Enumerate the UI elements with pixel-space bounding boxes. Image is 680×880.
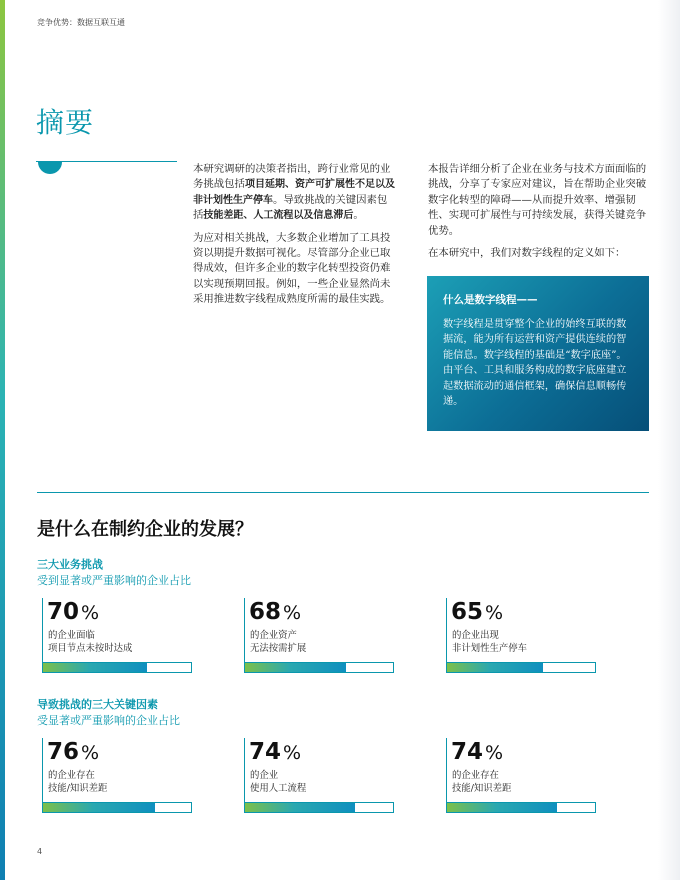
definition-title: 什么是数字线程—— xyxy=(443,294,538,306)
stat-number xyxy=(47,738,99,767)
stat-number xyxy=(47,598,99,627)
stat-number xyxy=(249,598,301,627)
stat-card xyxy=(442,738,596,816)
stat-value: 76 xyxy=(47,739,80,765)
stat-label-line-2: 使用人工流程 xyxy=(250,782,307,794)
stat-progress-bar xyxy=(446,802,596,813)
summary-column-middle xyxy=(193,162,396,315)
section-heading: 是什么在制约企业的发展？ xyxy=(37,519,253,540)
summary-paragraph-2: 为应对相关挑战，大多数企业增加了工具投资以期提升数据可视化。尽管部分企业已取得成效，但许多企业的数字化转型投资仍难以实现预期回报。例如，一些企业显然尚未采用推进数字线程成熟度所需的最佳实践。 xyxy=(193,231,391,306)
stat-divider-line xyxy=(244,738,245,804)
stat-label xyxy=(48,770,107,795)
stat-card xyxy=(38,738,192,816)
body-text-run: 本研究调研的决策者指出，跨行业常见的业务挑战包括 xyxy=(193,163,391,191)
stat-progress-bar xyxy=(42,662,192,673)
stat-number xyxy=(451,738,503,767)
stat-value: 74 xyxy=(451,739,484,765)
stat-progress-fill xyxy=(43,803,155,812)
page-edge-shade xyxy=(658,0,680,880)
section-divider xyxy=(37,492,649,493)
stat-percent-sign: % xyxy=(81,602,100,624)
stat-label-line-2: 项目节点未按时达成 xyxy=(48,642,133,654)
stat-value: 74 xyxy=(249,739,282,765)
stat-label-line-2: 无法按需扩展 xyxy=(250,642,307,654)
title-half-circle-decoration xyxy=(38,162,62,174)
stat-divider-line xyxy=(244,598,245,664)
stat-progress-bar xyxy=(446,662,596,673)
stat-percent-sign: % xyxy=(283,602,302,624)
stat-percent-sign: % xyxy=(485,602,504,624)
stat-divider-line xyxy=(446,598,447,664)
running-header: 竞争优势：数据互联互通 xyxy=(37,18,125,27)
page-title: 摘要 xyxy=(36,106,95,139)
stat-percent-sign: % xyxy=(283,742,302,764)
stat-progress-bar xyxy=(244,802,394,813)
stat-label-line-1: 的企业存在 xyxy=(48,770,95,781)
definition-box xyxy=(427,276,649,431)
summary-paragraph-3: 本报告详细分析了企业在业务与技术方面面临的挑战，分享了专家应对建议，旨在帮助企业突破数字化转型的障碍——从而提升效率、增强韧性、实现可扩展性与可持续发展，获得关键竞争优势。 xyxy=(428,163,647,237)
stat-label-line-2: 技能/知识差距 xyxy=(48,782,108,794)
stat-progress-bar xyxy=(42,802,192,813)
stat-progress-bar xyxy=(244,662,394,673)
stat-card xyxy=(240,598,394,676)
group-title-key-factors: 导致挑战的三大关键因素 xyxy=(37,698,158,711)
definition-body: 数字线程是贯穿整个企业的始终互联的数据流，能为所有运营和资产提供连续的智能信息。数字线程的基础是“数字底座”。由平台、工具和服务构成的数字底座建立起数据流动的通信框架，确保信息顺畅传递。 xyxy=(443,319,627,408)
stat-progress-fill xyxy=(447,803,557,812)
stat-number xyxy=(249,738,301,767)
stat-divider-line xyxy=(42,598,43,664)
stat-label-line-1: 的企业存在 xyxy=(452,770,499,781)
stat-progress-fill xyxy=(245,663,346,672)
stat-label xyxy=(48,630,132,655)
emphasis-text: 项目延期、资产可扩展性不足以及非计划性生产停车 xyxy=(193,179,395,206)
stat-label-line-1: 的企业出现 xyxy=(452,630,499,641)
emphasis-text: 技能差距、人工流程以及信息滞后 xyxy=(203,210,354,222)
stat-number xyxy=(451,598,503,627)
stat-label xyxy=(250,770,306,795)
body-text-run: 。导致挑战的关键因素包括 xyxy=(193,193,388,222)
stat-card xyxy=(38,598,192,676)
stat-card xyxy=(442,598,596,676)
page-number: 4 xyxy=(37,847,43,856)
stat-value: 70 xyxy=(47,599,80,625)
stat-percent-sign: % xyxy=(81,742,100,764)
summary-column-right xyxy=(428,162,650,268)
summary-paragraph-1 xyxy=(193,162,396,224)
stat-divider-line xyxy=(42,738,43,804)
stat-label xyxy=(452,630,527,655)
stat-label-line-2: 技能/知识差距 xyxy=(452,782,512,794)
stat-progress-fill xyxy=(245,803,355,812)
stat-label-line-2: 非计划性生产停车 xyxy=(452,642,528,654)
stat-divider-line xyxy=(446,738,447,804)
stat-progress-fill xyxy=(43,663,147,672)
stat-value: 65 xyxy=(451,599,484,625)
group-subtitle-business-challenges: 受到显著或严重影响的企业占比 xyxy=(37,574,191,587)
group-title-business-challenges: 三大业务挑战 xyxy=(37,558,103,571)
stat-label-line-1: 的企业 xyxy=(250,770,279,781)
body-text-run: 。 xyxy=(353,209,364,222)
stat-percent-sign: % xyxy=(485,742,504,764)
summary-paragraph-4: 在本研究中，我们对数字线程的定义如下： xyxy=(428,247,626,260)
stat-card xyxy=(240,738,394,816)
stat-label xyxy=(452,770,511,795)
stat-value: 68 xyxy=(249,599,282,625)
stat-progress-fill xyxy=(447,663,543,672)
group-subtitle-key-factors: 受显著或严重影响的企业占比 xyxy=(37,714,180,727)
stat-label-line-1: 的企业资产 xyxy=(250,630,297,641)
left-accent-strip xyxy=(0,0,5,880)
stat-label xyxy=(250,630,306,655)
stat-label-line-1: 的企业面临 xyxy=(48,630,95,641)
